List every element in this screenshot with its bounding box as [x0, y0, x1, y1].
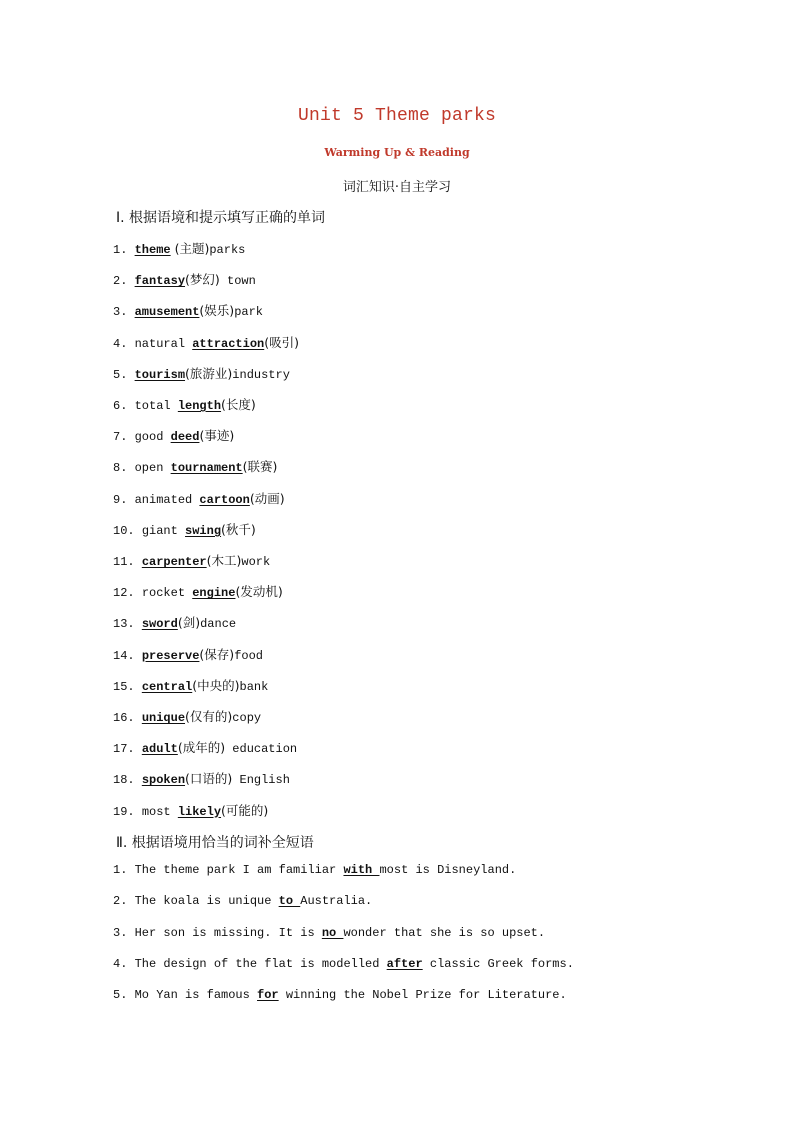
- item-number: 8.: [113, 461, 128, 476]
- chinese-hint: (木工): [206, 553, 242, 568]
- item-text-after: English: [232, 773, 290, 788]
- chinese-hint: (娱乐): [199, 303, 235, 319]
- chinese-hint: (可能的): [221, 802, 269, 818]
- item-text-after: town: [219, 274, 256, 289]
- list-item: [113, 988, 567, 1002]
- list-item: [113, 395, 256, 413]
- item-text-after: most is Disneyland.: [379, 863, 517, 877]
- item-text-after: industry: [232, 367, 290, 382]
- list-item: [113, 676, 268, 694]
- item-text-after: classic Greek forms.: [422, 956, 574, 971]
- item-number: 11.: [113, 555, 135, 569]
- list-item: [113, 364, 290, 382]
- item-text-after: dance: [200, 617, 237, 632]
- item-number: 18.: [113, 773, 135, 788]
- chinese-hint: (成年的): [177, 740, 226, 756]
- answer-word: likely: [177, 804, 222, 819]
- answer-word: swing: [185, 523, 222, 538]
- chinese-hint: (保存): [199, 646, 235, 662]
- item-number: 1.: [113, 863, 128, 877]
- chinese-hint: (联赛): [242, 459, 278, 475]
- item-number: 19.: [113, 804, 135, 819]
- page-title: Unit 5 Theme parks: [297, 106, 497, 126]
- item-number: 3.: [113, 305, 128, 320]
- item-text-before: Her son is missing. It is: [134, 925, 322, 940]
- list-item: [113, 239, 245, 257]
- item-text-after: bank: [239, 679, 269, 694]
- item-text-before: open: [134, 461, 171, 476]
- answer-word: deed: [170, 430, 200, 445]
- item-text-before: Mo Yan is famous: [134, 988, 258, 1003]
- answer-word: fantasy: [134, 274, 186, 289]
- answer-word: with: [343, 863, 380, 877]
- list-item: [113, 707, 261, 725]
- list-item: [113, 520, 256, 538]
- answer-word: unique: [141, 711, 186, 725]
- list-item: [113, 769, 290, 787]
- answer-word: tourism: [134, 367, 186, 382]
- answer-word: preserve: [141, 648, 200, 663]
- answer-word: tournament: [170, 461, 243, 476]
- item-number: 4.: [113, 956, 128, 971]
- item-text-before: rocket: [141, 586, 193, 601]
- item-number: 1.: [113, 243, 128, 257]
- item-number: 7.: [113, 430, 128, 445]
- item-text-before: giant: [141, 523, 186, 538]
- list-item: [113, 894, 372, 908]
- item-number: 9.: [113, 492, 128, 507]
- list-item: [113, 738, 297, 756]
- list-item: [113, 582, 283, 600]
- chinese-hint: (动画): [249, 490, 285, 506]
- list-item: [113, 957, 574, 971]
- chinese-hint: (主题): [170, 241, 210, 256]
- chinese-hint: (发动机): [235, 584, 283, 600]
- answer-word: for: [257, 988, 279, 1003]
- item-number: 5.: [113, 988, 128, 1003]
- item-number: 6.: [113, 399, 128, 413]
- item-text-before: The design of the flat is modelled: [134, 956, 387, 971]
- item-text-after: work: [241, 555, 271, 569]
- answer-word: engine: [192, 586, 236, 601]
- item-text-before: The theme park I am familiar: [134, 863, 344, 877]
- item-number: 16.: [113, 711, 135, 725]
- chinese-hint: (口语的): [185, 771, 233, 787]
- item-number: 14.: [113, 648, 135, 663]
- page-subtitle: Warming Up & Reading: [324, 146, 470, 159]
- answer-word: theme: [134, 243, 171, 257]
- list-item: [113, 270, 256, 288]
- list-item: [113, 613, 236, 631]
- list-item: [113, 645, 263, 663]
- list-item: [113, 551, 270, 569]
- item-number: 17.: [113, 742, 135, 757]
- list-item: [113, 863, 516, 877]
- list-item: [113, 489, 285, 507]
- item-number: 4.: [113, 336, 128, 351]
- item-text-after: Australia.: [300, 894, 373, 909]
- item-text-before: The koala is unique: [134, 894, 279, 909]
- item-text-before: good: [134, 430, 171, 445]
- answer-word: no: [321, 925, 344, 940]
- item-text-before: most: [141, 804, 178, 819]
- item-text-before: total: [134, 399, 178, 413]
- answer-word: to: [278, 894, 301, 909]
- chinese-hint: (长度): [221, 397, 256, 412]
- answer-word: length: [177, 399, 222, 413]
- item-number: 13.: [113, 617, 135, 632]
- chinese-hint: (事迹): [199, 428, 235, 444]
- item-text-after: parks: [209, 243, 246, 257]
- chinese-hint: (剑): [177, 615, 201, 631]
- answer-word: sword: [141, 617, 178, 632]
- answer-word: adult: [141, 742, 178, 757]
- item-text-before: animated: [134, 492, 200, 507]
- part2-heading: Ⅱ. 根据语境用恰当的词补全短语: [116, 835, 314, 851]
- item-number: 5.: [113, 367, 128, 382]
- chinese-hint: (梦幻): [185, 272, 220, 288]
- chinese-hint: (吸引): [264, 334, 299, 350]
- item-number: 10.: [113, 523, 135, 538]
- answer-word: carpenter: [141, 555, 207, 569]
- section-caption: 词汇知识·自主学习: [342, 180, 452, 195]
- answer-word: attraction: [192, 336, 265, 351]
- list-item: [113, 801, 268, 819]
- chinese-hint: (秋千): [221, 521, 256, 537]
- answer-word: spoken: [141, 773, 186, 788]
- answer-word: after: [386, 956, 423, 971]
- item-number: 15.: [113, 679, 135, 694]
- answer-word: cartoon: [199, 492, 250, 507]
- item-text-before: natural: [134, 336, 193, 351]
- answer-word: amusement: [134, 305, 200, 320]
- item-text-after: park: [234, 305, 263, 320]
- list-item: [113, 301, 263, 319]
- list-item: [113, 926, 545, 940]
- item-number: 3.: [113, 925, 128, 940]
- chinese-hint: (中央的): [192, 677, 240, 693]
- part1-heading: Ⅰ. 根据语境和提示填写正确的单词: [116, 210, 326, 226]
- chinese-hint: (旅游业): [185, 365, 233, 381]
- item-text-after: wonder that she is so upset.: [343, 925, 546, 940]
- list-item: [113, 333, 299, 351]
- item-number: 12.: [113, 586, 135, 601]
- list-item: [113, 426, 234, 444]
- item-number: 2.: [113, 894, 128, 909]
- chinese-hint: (仅有的): [185, 709, 233, 724]
- list-item: [113, 457, 277, 475]
- item-text-after: copy: [232, 711, 262, 725]
- item-text-after: winning the Nobel Prize for Literature.: [278, 988, 567, 1003]
- item-text-after: education: [225, 742, 298, 757]
- item-number: 2.: [113, 274, 128, 289]
- item-text-after: food: [234, 648, 263, 663]
- answer-word: central: [141, 679, 193, 694]
